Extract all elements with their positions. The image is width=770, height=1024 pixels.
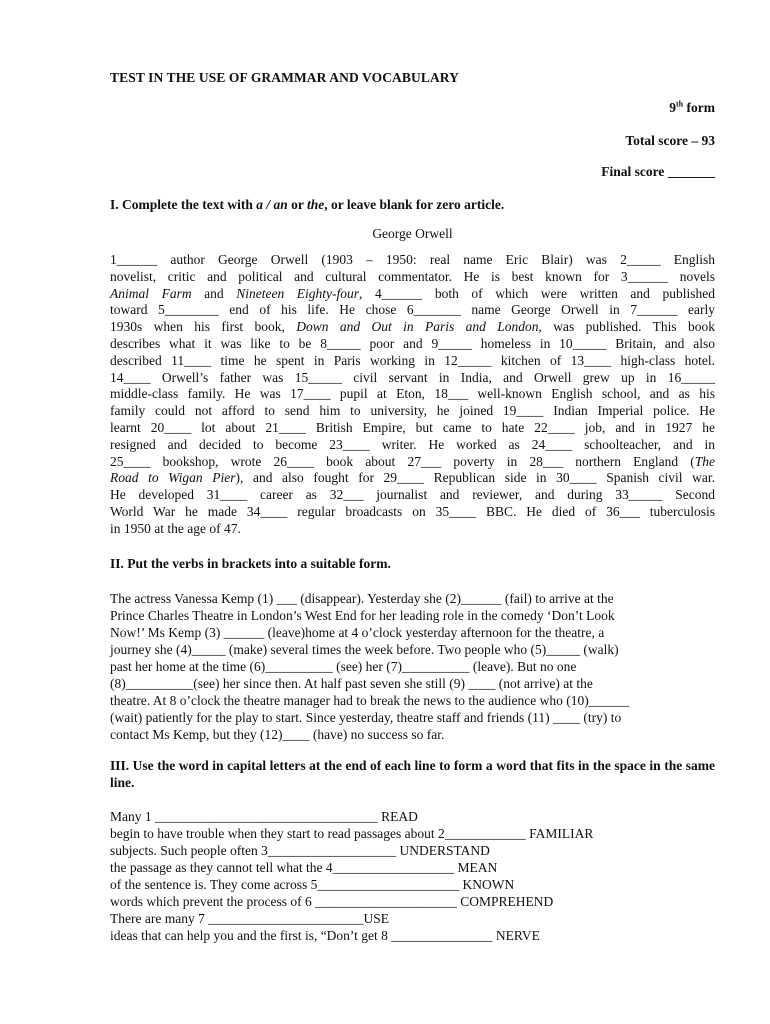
section-2-line: The actress Vanessa Kemp (1) ___ (disappear). Yesterday she (2)______ (fail) to arrive at the [110, 591, 614, 606]
section-3-line: Many 1 _________________________________ READ [110, 809, 418, 824]
section-1-heading-a-an: a / an [256, 197, 288, 212]
section-1-line: describes what it was like to be 8_____ poor and 9_____ homeless in 10_____ Britain, and also [110, 335, 715, 351]
section-3-line: There are many 7 _______________________USE [110, 911, 389, 926]
section-2-line: Now!’ Ms Kemp (3) ______ (leave)home at 4 o’clock yesterday afternoon for the theatre, a [110, 625, 605, 640]
section-1-line: novelist, critic and political and cultural commentator. He is best known for 3______ novels [110, 268, 715, 284]
section-1-heading-the: the [307, 197, 325, 212]
section-1-line-italics-1: Animal Farm and Nineteen Eighty-four, 4______ both of which were written and published [110, 285, 715, 301]
section-1-line: 1______ author George Orwell (1903 – 1950: real name Eric Blair) was 2_____ English [110, 252, 715, 267]
italic-animal-farm: Animal Farm [110, 285, 192, 301]
final-score: Final score _______ [601, 164, 715, 179]
section-1-line-italics-3: 25____ bookshop, wrote 26____ book about 27___ poverty in 28___ northern England (The [110, 453, 715, 469]
form-number: 9 [669, 100, 677, 115]
section-1-line: described 11____ time he spent in Paris working in 12_____ kitchen of 13____ high-class hotel. [110, 352, 715, 368]
section-1-heading-prefix: I. Complete the text with [110, 197, 257, 212]
section-1-line: World War he made 34____ regular broadcasts on 35____ BBC. He died of 36___ tuberculosis [110, 503, 715, 519]
section-2-text [110, 590, 715, 743]
section-3-heading: III. Use the word in capital letters at the end of each line to form a word that fits in the space in the same line. [110, 758, 715, 790]
italic-nineteen: Nineteen Eighty-four [236, 285, 360, 301]
section-1-line-italics-2: 1930s when his first book, Down and Out in Paris and London, was published. This book [110, 319, 716, 335]
italic-the-road: The [694, 453, 715, 469]
italic-down-and-out: Down and Out in Paris and London [296, 319, 539, 335]
section-1-heading-or: or [287, 197, 307, 212]
section-2-line: (wait) patiently for the play to start. Since yesterday, theatre staff and friends (11) ____ (try) to [110, 710, 622, 725]
form-suffix: th [676, 99, 684, 109]
section-2-line: contact Ms Kemp, but they (12)____ (have) no success so far. [110, 727, 445, 742]
section-3-line: words which prevent the process of 6 _____________________ COMPREHEND [110, 894, 554, 909]
section-3-line: begin to have trouble when they start to read passages about 2____________ FAMILIAR [110, 826, 594, 841]
section-3-line: subjects. Such people often 3___________________ UNDERSTAND [110, 843, 490, 858]
section-1-line: in 1950 at the age of 47. [110, 520, 241, 536]
section-1-heading-suffix: , or leave blank for zero article. [324, 197, 505, 212]
form-word: form [683, 100, 715, 115]
section-1-line: resigned and decided to become 23____ writer. He worked as 24____ schoolteacher, and in [110, 436, 715, 452]
section-1-text [110, 252, 715, 538]
section-2-line: (8)__________(see) her since then. At half past seven she still (9) ____ (not arrive) at the [110, 676, 593, 691]
total-score: Total score – 93 [625, 133, 715, 148]
section-1-line: family could not afford to send him to university, he joined 19____ Indian Imperial police. He [110, 403, 715, 419]
section-2-line: past her home at the time (6)__________ (see) her (7)__________ (leave). But no one [110, 659, 577, 674]
italic-road-to-wigan: Road to Wigan Pier [110, 470, 236, 486]
page-title: TEST IN THE USE OF GRAMMAR AND VOCABULARY [110, 70, 460, 85]
section-3-line: ideas that can help you and the first is, “Don’t get 8 _______________ NERVE [110, 928, 540, 943]
section-2-line: theatre. At 8 o’clock the theatre manager had to break the news to the audience who (10)______ [110, 693, 630, 708]
section-1-line: He developed 31____ career as 32___ journalist and reviewer, and during 33_____ Second [110, 487, 715, 503]
section-1-line: 14____ Orwell’s father was 15_____ civil servant in India, and Orwell grew up in 16_____ [110, 369, 715, 385]
section-2-line: journey she (4)_____ (make) several times the week before. Two people who (5)_____ (walk) [110, 642, 619, 657]
section-1-subtitle: George Orwell [372, 226, 453, 241]
section-1-heading [110, 196, 715, 213]
section-3-line: the passage as they cannot tell what the 4__________________ MEAN [110, 860, 498, 875]
form-label [669, 100, 715, 116]
section-2-heading: II. Put the verbs in brackets into a suitable form. [110, 556, 391, 571]
section-1-line-italics-4: Road to Wigan Pier), and also fought for 29____ Republican side in 30____ Spanish civil war. [110, 470, 715, 486]
section-1-line: toward 5________ end of his life. He chose 6_______ name George Orwell in 7______ early [110, 302, 715, 318]
section-3-text [110, 808, 715, 944]
section-1-line: learnt 20____ lot about 21____ British Empire, but came to hate 22____ job, and in 1927 he [110, 419, 715, 435]
section-2-line: Prince Charles Theatre in London’s West End for her leading role in the comedy ‘Don’t Look [110, 608, 615, 623]
section-3-line: of the sentence is. They come across 5_____________________ KNOWN [110, 877, 515, 892]
section-1-line: middle-class family. He was 17____ pupil at Eton, 18___ well-known English school, and as his [110, 386, 715, 402]
